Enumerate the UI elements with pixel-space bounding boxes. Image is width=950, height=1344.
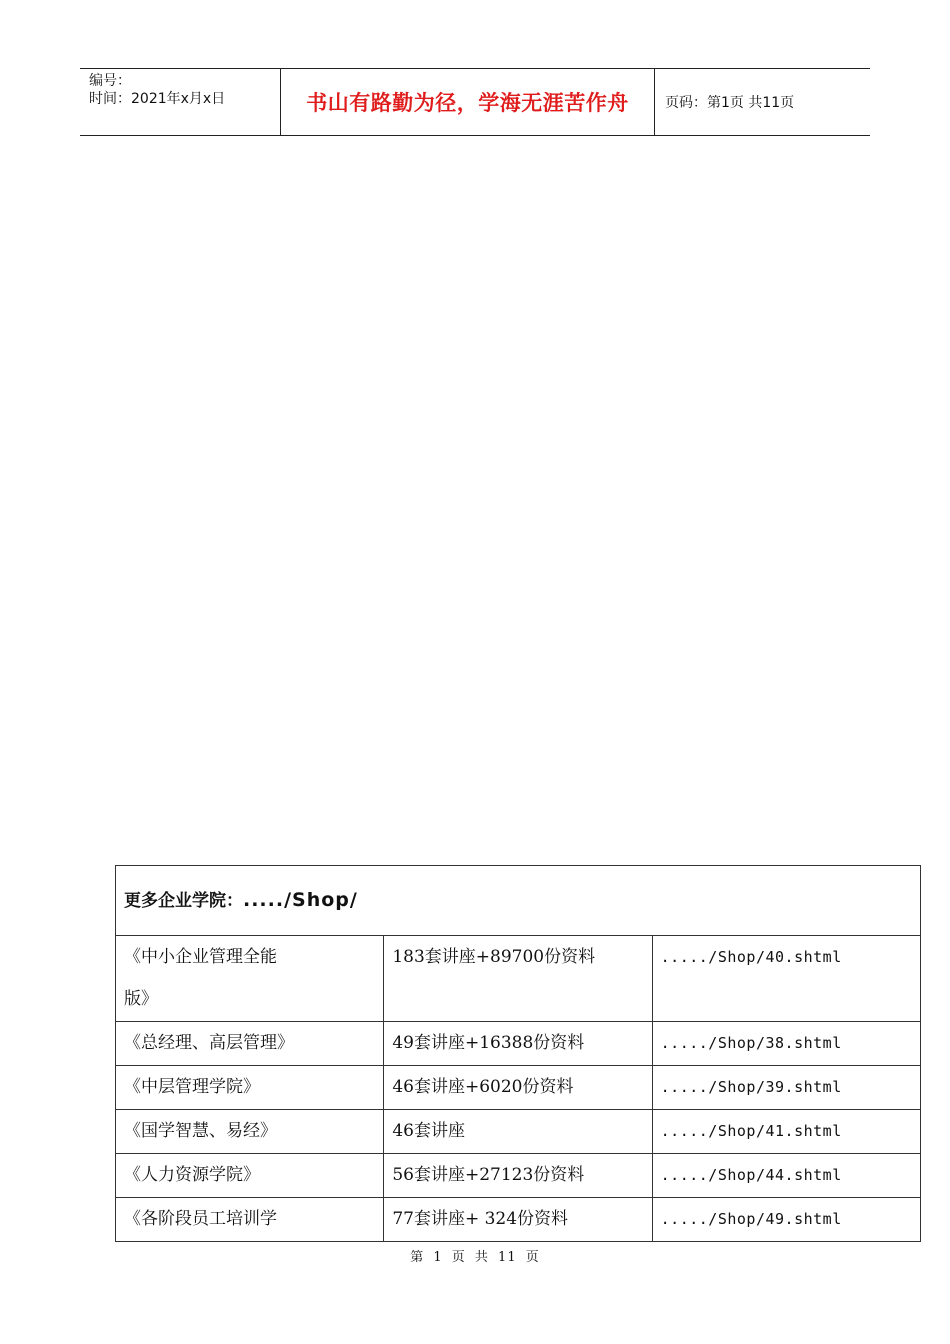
course-link[interactable]: ...../Shop/41.shtml xyxy=(652,1110,920,1154)
page-footer: 第 1 页 共 11 页 xyxy=(410,1250,540,1265)
table-row xyxy=(116,1110,921,1154)
course-name-line: 版》 xyxy=(124,989,158,1009)
course-quantity: 46套讲座+6020份资料 xyxy=(384,1066,652,1110)
document-number-label: 编号： xyxy=(89,73,131,89)
table-title-row xyxy=(116,866,921,936)
document-header xyxy=(80,68,870,136)
course-name: 《国学智慧、易经》 xyxy=(116,1110,384,1154)
table-title-cell xyxy=(116,866,921,936)
table-row xyxy=(116,1022,921,1066)
course-quantity: 49套讲座+16388份资料 xyxy=(384,1022,652,1066)
table-title-link[interactable]: ...../Shop/ xyxy=(243,889,358,911)
course-link[interactable]: ...../Shop/38.shtml xyxy=(652,1022,920,1066)
course-link[interactable]: ...../Shop/49.shtml xyxy=(652,1198,920,1242)
course-name-line: 《中小企业管理全能 xyxy=(124,947,277,967)
course-name: 《总经理、高层管理》 xyxy=(116,1022,384,1066)
course-name: 《人力资源学院》 xyxy=(116,1154,384,1198)
course-link[interactable]: ...../Shop/44.shtml xyxy=(652,1154,920,1198)
course-link[interactable]: ...../Shop/39.shtml xyxy=(652,1066,920,1110)
course-link[interactable]: ...../Shop/40.shtml xyxy=(652,936,920,1022)
course-table xyxy=(115,865,921,1242)
course-quantity: 77套讲座+ 324份资料 xyxy=(384,1198,652,1242)
table-row xyxy=(116,1066,921,1110)
document-time-label: 时间：2021年x月x日 xyxy=(89,91,226,107)
table-title: 更多企业学院： xyxy=(124,891,243,911)
course-quantity: 46套讲座 xyxy=(384,1110,652,1154)
course-name xyxy=(116,936,384,1022)
header-page-info: 页码：第1页 共11页 xyxy=(665,95,795,111)
course-name: 《各阶段员工培训学 xyxy=(116,1198,384,1242)
table-row xyxy=(116,936,921,1022)
header-meta xyxy=(80,69,281,135)
table-row xyxy=(116,1198,921,1242)
course-quantity: 56套讲座+27123份资料 xyxy=(384,1154,652,1198)
course-quantity: 183套讲座+89700份资料 xyxy=(384,936,652,1022)
table-row xyxy=(116,1154,921,1198)
header-motto: 书山有路勤为径，学海无涯苦作舟 xyxy=(281,69,655,135)
course-name: 《中层管理学院》 xyxy=(116,1066,384,1110)
